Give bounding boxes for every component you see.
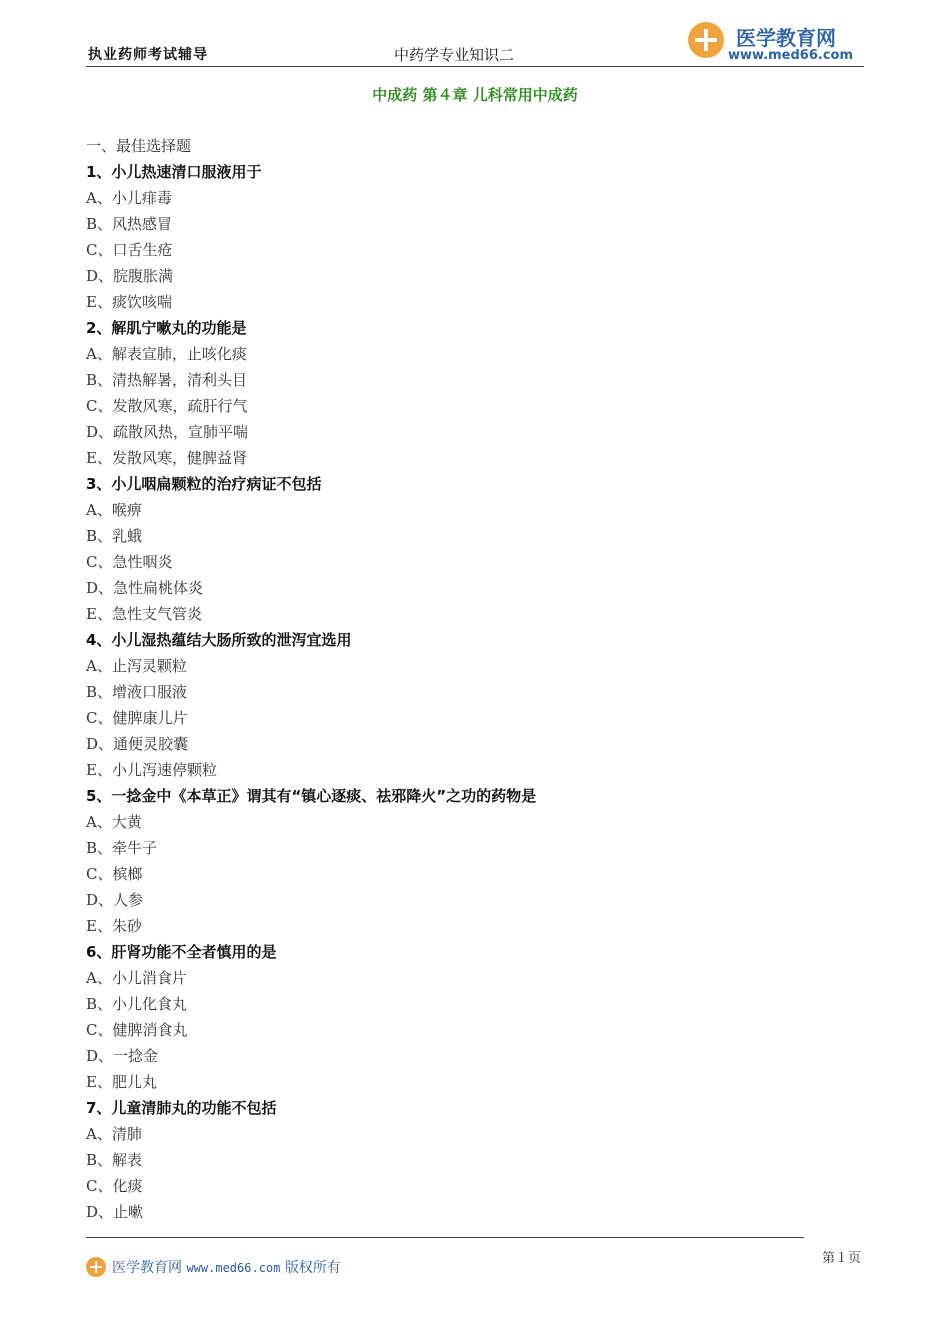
- answer-option: D、止嗽: [86, 1203, 144, 1221]
- answer-option: A、小儿消食片: [86, 969, 187, 987]
- answer-option: D、一捻金: [86, 1047, 159, 1065]
- footer-url[interactable]: www.med66.com: [186, 1261, 281, 1275]
- footer-rights: 版权所有: [284, 1260, 341, 1276]
- answer-option: D、疏散风热，宣肺平喘: [86, 423, 249, 441]
- section-title: 一、最佳选择题: [86, 137, 192, 155]
- answer-option: E、急性支气管炎: [86, 605, 202, 623]
- answer-option: B、清热解暑，清利头目: [86, 371, 248, 389]
- answer-option: C、急性咽炎: [86, 553, 173, 571]
- logo-name: 医学教育网: [736, 26, 836, 50]
- page-number: 第１页: [822, 1251, 862, 1266]
- chapter-title: 中成药 第４章 儿科常用中成药: [372, 86, 578, 104]
- question-stem: 1、小儿热速清口服液用于: [86, 163, 262, 181]
- page-header: [86, 0, 864, 67]
- answer-option: A、大黄: [86, 813, 142, 831]
- answer-option: E、小儿泻速停颗粒: [86, 761, 217, 779]
- footer-logo-icon: [86, 1257, 106, 1277]
- answer-option: A、小儿痱毒: [86, 189, 172, 207]
- answer-option: C、槟榔: [86, 865, 143, 883]
- answer-option: B、牵牛子: [86, 839, 158, 857]
- header-left-text: 执业药师考试辅导: [88, 47, 208, 63]
- question-list: [86, 133, 846, 1225]
- answer-option: E、朱砂: [86, 917, 142, 935]
- answer-option: C、健脾康儿片: [86, 709, 188, 727]
- answer-option: A、清肺: [86, 1125, 142, 1143]
- answer-option: C、口舌生疮: [86, 241, 173, 259]
- question-stem: 5、一捻金中《本草正》谓其有“镇心逐痰、祛邪降火”之功的药物是: [86, 787, 537, 805]
- logo-cross-icon: [688, 22, 724, 58]
- answer-option: A、喉痹: [86, 501, 142, 519]
- question-stem: 4、小儿湿热蕴结大肠所致的泄泻宜选用: [86, 631, 352, 649]
- answer-option: B、解表: [86, 1151, 143, 1169]
- answer-option: D、脘腹胀满: [86, 267, 174, 285]
- footer-copyright: [112, 1257, 341, 1277]
- answer-option: B、小儿化食丸: [86, 995, 188, 1013]
- question-stem: 6、肝肾功能不全者慎用的是: [86, 943, 277, 961]
- answer-option: E、发散风寒，健脾益肾: [86, 449, 247, 467]
- question-stem: 7、儿童清肺丸的功能不包括: [86, 1099, 277, 1117]
- answer-option: C、发散风寒，疏肝行气: [86, 397, 248, 415]
- answer-option: D、人参: [86, 891, 144, 909]
- site-logo[interactable]: [688, 20, 864, 64]
- footer-divider: [86, 1237, 804, 1238]
- logo-url: www.med66.com: [728, 48, 854, 63]
- answer-option: E、肥儿丸: [86, 1073, 157, 1091]
- question-stem: 3、小儿咽扁颗粒的治疗病证不包括: [86, 475, 322, 493]
- answer-option: C、化痰: [86, 1177, 143, 1195]
- answer-option: B、增液口服液: [86, 683, 188, 701]
- answer-option: B、乳蛾: [86, 527, 143, 545]
- answer-option: A、止泻灵颗粒: [86, 657, 187, 675]
- answer-option: C、健脾消食丸: [86, 1021, 188, 1039]
- question-stem: 2、解肌宁嗽丸的功能是: [86, 319, 247, 337]
- answer-option: D、急性扁桃体炎: [86, 579, 204, 597]
- answer-option: B、风热感冒: [86, 215, 173, 233]
- answer-option: A、解表宣肺，止咳化痰: [86, 345, 247, 363]
- answer-option: D、通便灵胶囊: [86, 735, 189, 753]
- answer-option: E、痰饮咳喘: [86, 293, 172, 311]
- footer-site-name: 医学教育网: [112, 1260, 182, 1276]
- header-center-text: 中药学专业知识二: [394, 46, 515, 64]
